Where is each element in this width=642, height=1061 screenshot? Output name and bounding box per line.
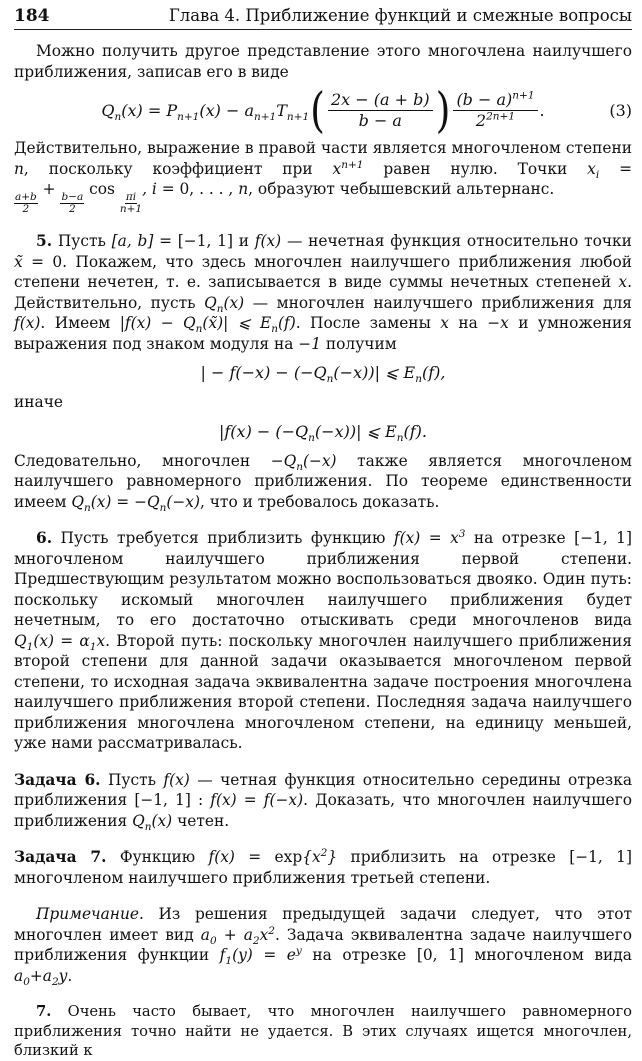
equation-modulus-2: $|f(x) - (-Q_n(-x))|$ ⩽ $E_n(f)$. <box>218 421 427 444</box>
paragraph-uniqueness: Следовательно, многочлен $-Q_n(-x)$ также является многочленом наилучшего равномерного приближения. По теореме единственности имеем $Q_n(x) = -Q_n(-x)$, что и требовалось доказать. <box>14 451 632 514</box>
item-5: 5. Пусть [a, b] = [−1, 1] и f(x) — нечетная функция относительно точки x̃ = 0. Покажем, что здесь многочлен наилучшего приближения любой степени нечетен, т. е. записывается в виде суммы нечетных степеней x. Действительно, пусть $Q_n(x)$ — многочлен наилучшего приближения для f(x). Имеем $|f(x) - Q_n(x̃)|$ ⩽ $E_n(f)$. После замены x на −x и умножения выражения под знаком модуля на −1 получим <box>14 232 632 353</box>
task-7: Задача 7. Функцию $f(x) = \exp\{x^2\}$ приблизить на отрезке [−1, 1] многочленом наилучшего приближения третьей степени. <box>14 846 632 887</box>
book-page <box>14 6 632 1061</box>
item-7: 7. Очень часто бывает, что многочлен наилучшего равномерного приближения точно найти не удается. В этих случаях ищется многочлен, близкий к <box>14 1003 632 1059</box>
equation-number: (3) <box>609 100 632 120</box>
task-6: Задача 6. Пусть f(x) — четная функция относительно середины отрезка приближения [−1, 1] : f(x) = f(−x). Доказать, что многочлен наилучшего приближения $Q_n(x)$ четен. <box>14 770 632 833</box>
paragraph-alternance: Действительно, выражение в правой части является многочленом степени n, поскольку коэффициент при $x^{n+1}$ равен нулю. Точки $x_i$ = $\frac{a+b}{2}$ + $\frac{b-a}{2}$ cos $\frac{\pi i}{n+1}$ , i = 0, . . . , n, образуют чебышевский альтернанс. <box>14 139 632 215</box>
page-number: 184 <box>14 6 50 26</box>
page-header <box>14 6 632 30</box>
item-6: 6. Пусть требуется приблизить функцию $f(x) = x^3$ на отрезке [−1, 1] многочленом наилучшего приближения первой степени. Предшествующим результатом можно воспользоваться двояко. Один путь: поскольку искомый многочлен наилучшего приближения будет нечетным, то его достаточно отыскивать среди многочленов вида $Q_1(x) = \alpha_1x$. Второй путь: поскольку многочлен наилучшего приближения второй степени для данной задачи оказывается многочленом первой степени, то исходная задача эквивалентна задаче построения многочлена наилучшего приближения второй степени. Последняя задача наилучшего приближения многочлена многочленом степени, на единицу меньшей, уже нами рассматривалась. <box>14 527 633 752</box>
remark: Примечание. Из решения предыдущей задачи следует, что этот многочлен имеет вид $a_0 + a_2x^2$. Задача эквивалентна задаче наилучшего приближения функции $f_1(y) = e^y$ на отрезке [0, 1] многочленом вида $a_0+a_2y$. <box>14 905 632 988</box>
text-otherwise: иначе <box>14 393 63 411</box>
chapter-title: Глава 4. Приближение функций и смежные вопросы <box>168 6 632 25</box>
equation-3: $Q_n(x) = P_{n+1}(x) - a_{n+1}T_{n+1}$ ( $\frac{2x - (a + b)}{b - a}$ ) $\frac{(b - a)^{n+1}}{2^{2n+1}}$ . (3) <box>101 82 632 138</box>
equation-modulus-1: | − $f(-x) - (-Q_n(-x))|$ ⩽ $E_n(f)$, <box>200 363 446 386</box>
paragraph-intro: Можно получить другое представление этого многочлена наилучшего приближения, записав его в виде <box>14 42 632 81</box>
